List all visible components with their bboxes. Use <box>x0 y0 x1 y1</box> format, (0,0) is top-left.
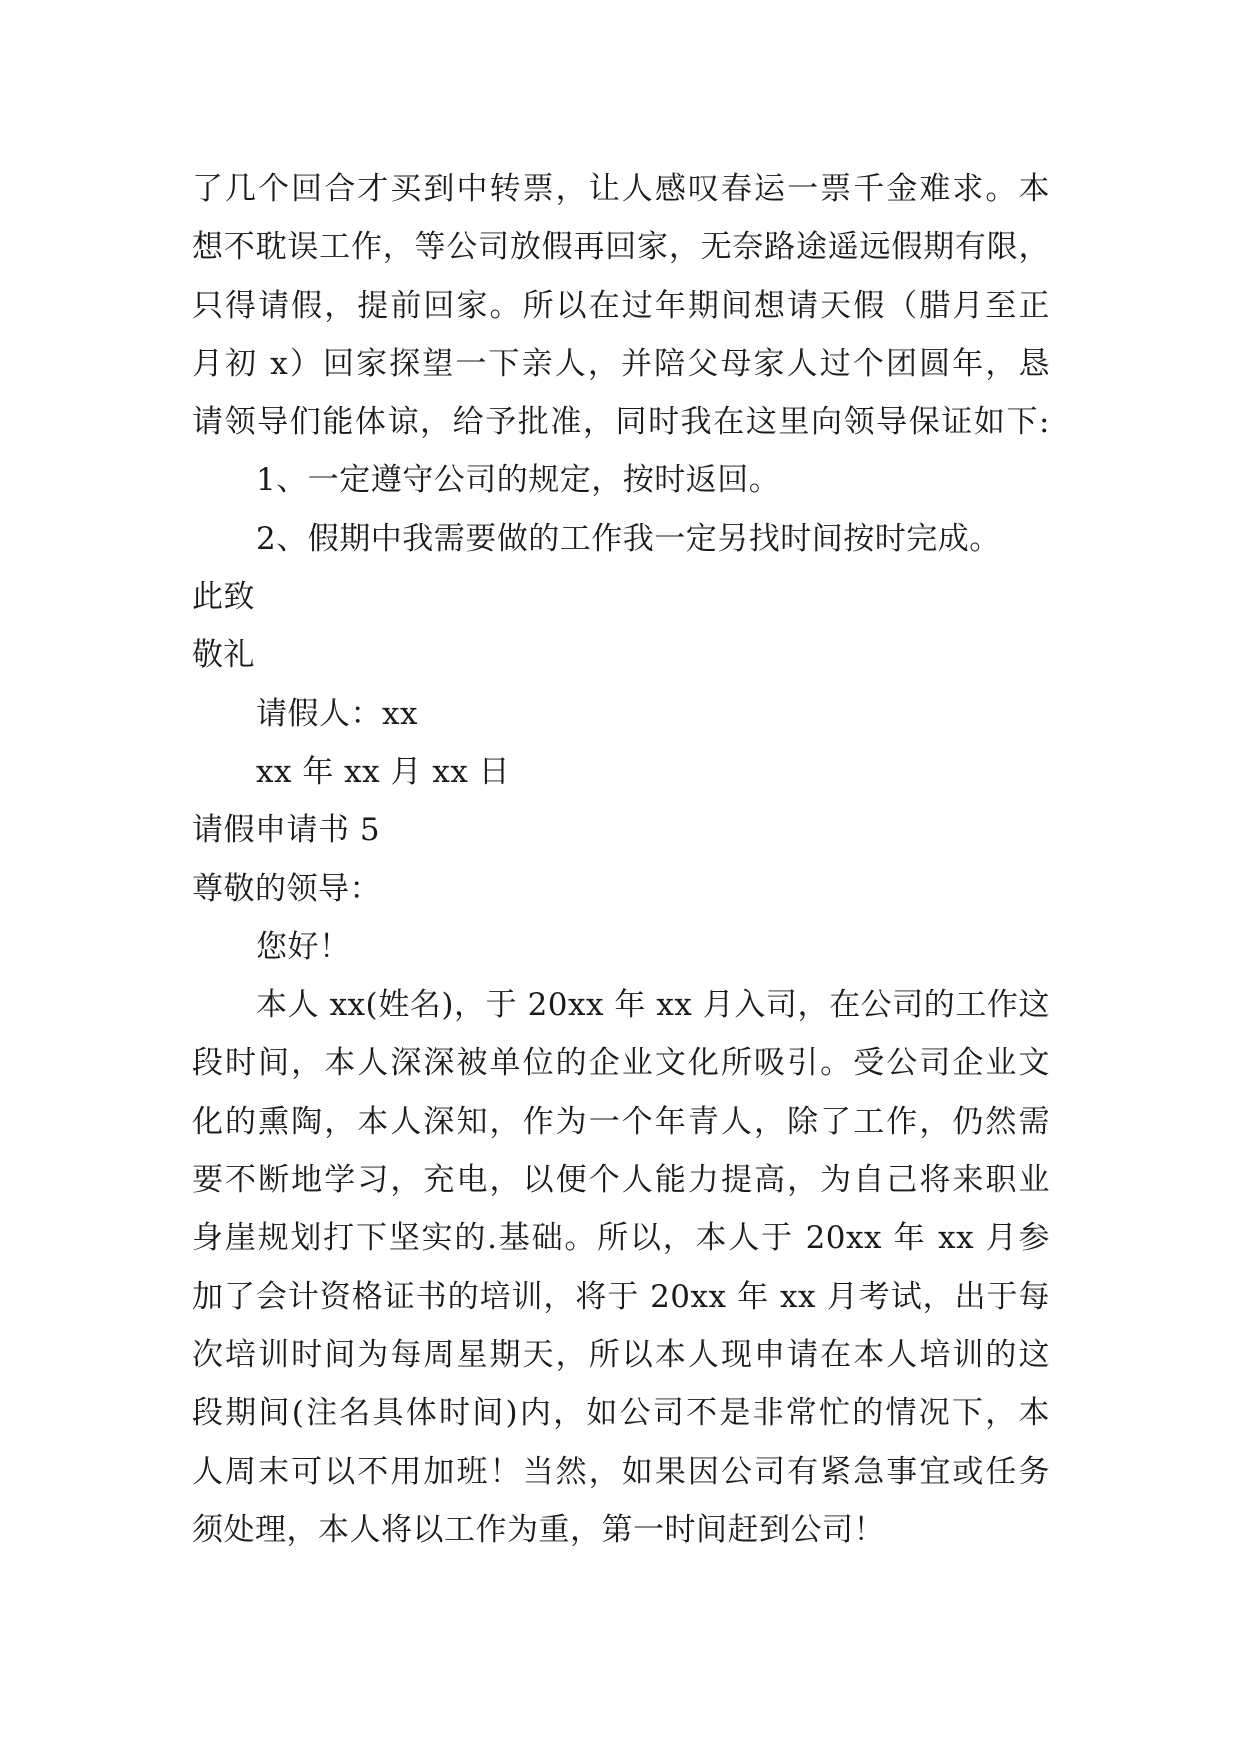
greeting-line: 您好！ <box>256 928 351 965</box>
closing-line: 此致 <box>192 579 255 616</box>
section-title: 请假申请书 5 <box>192 812 381 849</box>
text-line: 身崖规划打下坚实的.基础。所以，本人于 20xx 年 xx 月参 <box>192 1220 1050 1257</box>
text-line: 要不断地学习，充电，以便个人能力提高，为自己将来职业 <box>192 1162 1050 1199</box>
text-line: 请领导们能体谅，给予批准，同时我在这里向领导保证如下: <box>192 404 1050 441</box>
text-line: 只得请假，提前回家。所以在过年期间想请天假（腊月至正 <box>192 287 1050 324</box>
greeting-recipient: 尊敬的领导： <box>192 870 381 907</box>
document-body <box>192 160 1050 1559</box>
text-line: 段时间，本人深深被单位的企业文化所吸引。受公司企业文 <box>192 1045 1050 1082</box>
text-line: 了几个回合才买到中转票，让人感叹春运一票千金难求。本 <box>192 171 1050 207</box>
text-line: 月初 x）回家探望一下亲人，并陪父母家人过个团圆年，恳 <box>192 345 1050 382</box>
text-line: 加了会计资格证书的培训，将于 20xx 年 xx 月考试，出于每 <box>192 1278 1050 1315</box>
text-line: 次培训时间为每周星期天，所以本人现申请在本人培训的这 <box>192 1336 1050 1373</box>
text-line: 化的熏陶，本人深知，作为一个年青人，除了工作，仍然需 <box>192 1103 1050 1140</box>
salutation-line: 敬礼 <box>192 637 255 674</box>
text-line: 段期间(注名具体时间)内，如公司不是非常忙的情况下，本 <box>192 1395 1050 1432</box>
applicant-name: 请假人：xx <box>256 695 418 732</box>
date-line: xx 年 xx 月 xx 日 <box>256 753 511 790</box>
text-line: 须处理，本人将以工作为重，第一时间赶到公司！ <box>192 1511 885 1548</box>
text-line: 本人 xx(姓名)，于 20xx 年 xx 月入司，在公司的工作这 <box>256 987 1050 1024</box>
list-item: 2、假期中我需要做的工作我一定另找时间按时完成。 <box>256 520 1001 557</box>
text-line: 想不耽误工作，等公司放假再回家，无奈路途遥远假期有限， <box>192 229 1050 266</box>
list-item: 1、一定遵守公司的规定，按时返回。 <box>256 462 781 499</box>
text-line: 人周末可以不用加班！当然，如果因公司有紧急事宜或任务 <box>192 1453 1050 1490</box>
